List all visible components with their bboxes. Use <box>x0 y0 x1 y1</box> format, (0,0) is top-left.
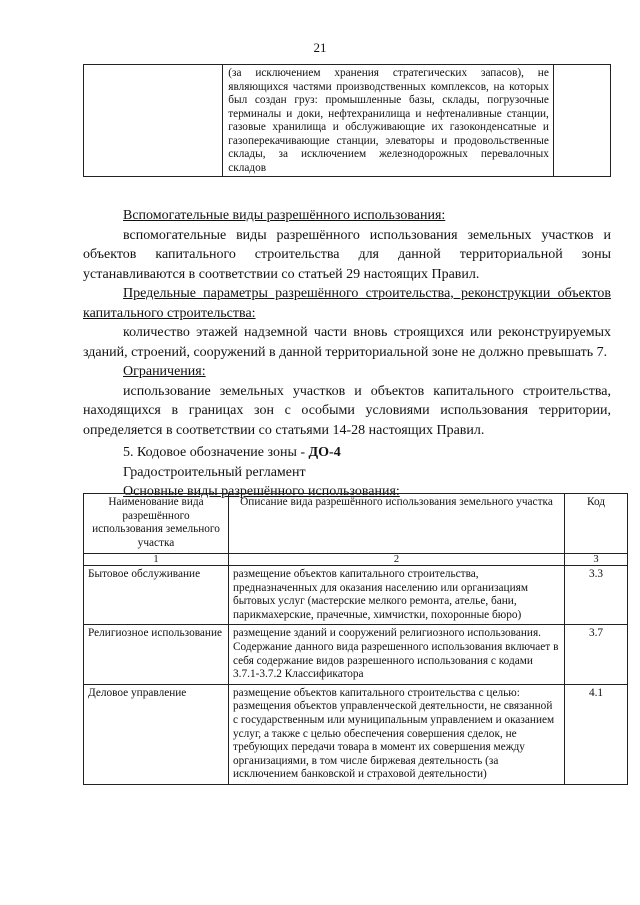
header-code: Код <box>565 494 628 554</box>
limits-text: использование земельных участков и объектов капитального строительства, находящихся в границах зон с особыми условиями использования территории, определяется в соответствии со статьями 14-28 настоящих Правил. <box>83 383 611 438</box>
use-name: Религиозное использование <box>84 625 229 684</box>
table-row <box>84 566 628 625</box>
index-cell: 2 <box>229 554 565 566</box>
use-description: размещение объектов капитального строительства с целью: размещения объектов управленческой деятельности, не связанной с государственным или муниципальным управлением и оказанием услуг, а также с целью обеспечения совершения сделок, не требующих передачи товара в момент их совершения между организациями, в том числе биржевая деятельность (за исключением банковской и страховой деятельности) <box>229 684 565 784</box>
use-code: 4.1 <box>565 684 628 784</box>
continuation-description-cell <box>223 65 554 177</box>
table-row <box>84 65 611 177</box>
params-heading: Предельные параметры разрешённого строительства, реконструкции объектов капитального строительства: <box>83 286 611 321</box>
zone-prefix: 5. Кодовое обозначение зоны - <box>123 445 309 460</box>
use-name: Бытовое обслуживание <box>84 566 229 625</box>
zone-title <box>83 443 611 463</box>
table-row <box>84 625 628 684</box>
zone-code: ДО-4 <box>308 445 341 460</box>
use-code: 3.7 <box>565 625 628 684</box>
use-description: размещение объектов капитального строительства, предназначенных для оказания населению или организациям бытовых услуг (мастерские мелкого ремонта, ателье, бани, парикмахерские, прачечные, химчистки, похоронные бюро) <box>229 566 565 625</box>
main-uses-table <box>83 493 628 785</box>
continuation-description: (за исключением хранения стратегических запасов), не являющихся частями производственных комплексов, на которых был создан груз: промышленные базы, склады, погрузочные терминалы и доки, нефтехранилища и нефтеналивные станции, газовые хранилища и обслуживающие их газоконденсатные и газоперекачивающие станции, элеваторы и продовольственные склады, за исключением железнодорожных перевалочных складов <box>228 67 549 174</box>
params-text: количество этажей надземной части вновь строящихся или реконструируемых зданий, строений, сооружений в данной территориальной зоне не должно превышать 7. <box>83 325 611 360</box>
page-number: 21 <box>313 40 327 55</box>
aux-heading: Вспомогательные виды разрешённого использования: <box>123 208 446 223</box>
continuation-table <box>83 64 611 177</box>
header-name: Наименование вида разрешённого использования земельного участка <box>84 494 229 554</box>
main-uses-heading: Основные виды разрешённого использования: <box>123 484 400 499</box>
header-description: Описание вида разрешённого использования земельного участка <box>229 494 565 554</box>
index-cell: 1 <box>84 554 229 566</box>
table-row <box>84 684 628 784</box>
use-description: размещение зданий и сооружений религиозного использования. Содержание данного вида разрешенного использования включает в себя содержание видов разрешенного использования с кодами 3.7.1-3.7.2 Классификатора <box>229 625 565 684</box>
use-code: 3.3 <box>565 566 628 625</box>
regulation-text <box>83 206 611 440</box>
aux-text: вспомогательные виды разрешённого использования земельных участков и объектов капитального строительства для данной территориальной зоны устанавливаются в соответствии со статьей 29 настоящих Правил. <box>83 227 611 282</box>
regulation-title: Градостроительный регламент <box>123 464 306 480</box>
use-name: Деловое управление <box>84 684 229 784</box>
index-cell: 3 <box>565 554 628 566</box>
continuation-name-cell <box>84 65 223 177</box>
continuation-code-cell <box>553 65 610 177</box>
table-header-row <box>84 494 628 554</box>
limits-heading: Ограничения: <box>123 364 206 379</box>
table-index-row <box>84 554 628 566</box>
